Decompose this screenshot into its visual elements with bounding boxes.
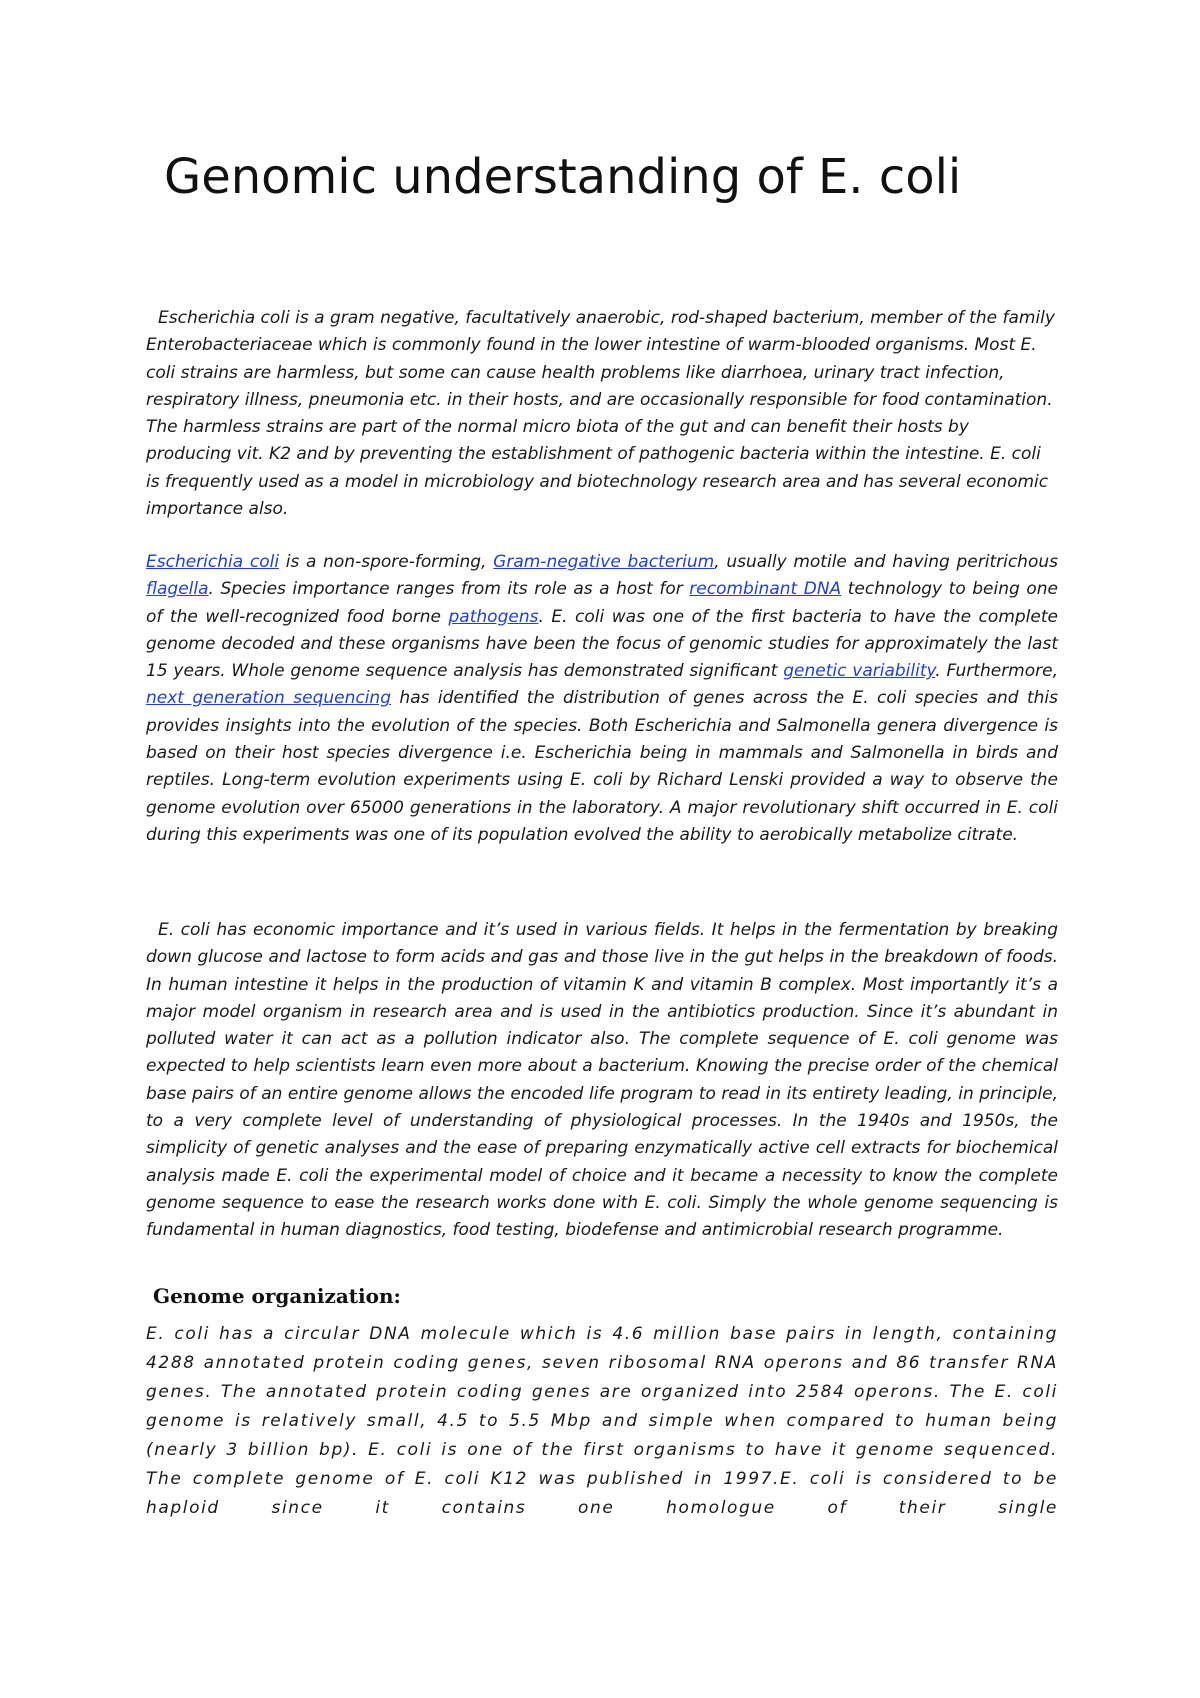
overview-text-6: . Furthermore, — [935, 661, 1058, 682]
economic-importance-text: E. coli has economic importance and it’s used in various fields. It helps in the fermentation by breaking down glucose and lactose to form acids and gas and those live in the gut helps in the breakdown of foods. In human intestine it helps in the production of vitamin K and vitamin B complex. Most importantly it’s a major model organism in research area and is used in the antibiotics production. Since it’s abundant in polluted water it can act as a pollution indicator also. The complete sequence of E. coli genome was expected to help scientists learn even more about a bacterium. Knowing the precise order of the chemical base pairs of an entire genome allows the encoded life program to read in its entirety leading, in principle, to a very complete level of understanding of physiological processes. In the 1940s and 1950s, the simplicity of genetic analyses and the ease of preparing enzymatically active cell extracts for biochemical analysis made E. coli the experimental model of choice and it became a necessity to know the complete genome sequence to ease the research works done with E. coli. Simply the whole genome sequencing is fundamental in human diagnostics, food testing, biodefense and antimicrobial research programme. — [146, 920, 1058, 1241]
title-text: Genomic understanding of E. coli — [164, 149, 962, 205]
overview-text-7: has identified the distribution of genes across the E. coli species and this provides insights into the evolution of the species. Both Escherichia and Salmonella genera divergence is based on their host species divergence i.e. Escherichia being in mammals and Salmonella in birds and reptiles. Long-term evolution experiments using E. coli by Richard Lenski provided a way to observe the genome evolution over 65000 generations in the laboratory. A major revolutionary shift occurred in E. coli during this experiments was one of its population evolved the ability to aerobically metabolize citrate. — [146, 688, 1058, 845]
overview-text-3: . Species importance ranges from its role as a host for — [208, 579, 690, 600]
intro-paragraph — [146, 305, 1058, 523]
overview-text-2: , usually motile and having peritrichous — [714, 552, 1058, 572]
overview-text-5: . E. coli was one of the first bacteria to have the complete genome decoded and these organisms have been the focus of genomic studies for approximately the last 15 years. Whole genome sequence analysis has demonstrated significant — [146, 606, 1058, 682]
link-gram-negative-bacterium[interactable]: Gram-negative bacterium — [493, 552, 715, 572]
link-genetic-variability[interactable]: genetic variability — [783, 661, 936, 682]
overview-paragraph — [146, 549, 1058, 849]
genome-organization-paragraph: E. coli has a circular DNA molecule which is 4.6 million base pairs in length, containing 4288 annotated protein coding genes, seven ribosomal RNA operons and 86 transfer RNA genes. The annotated protein coding genes are organized into 2584 operons. The E. coli genome is relatively small, 4.5 to 5.5 Mbp and simple when compared to human being (nearly 3 billion bp). E. coli is one of the first organisms to have it genome sequenced. The complete genome of E. coli K12 was published in 1997.E. coli is considered to be haploid since it contains one homologue of their single — [146, 1324, 1058, 1518]
link-flagella[interactable]: flagella — [146, 579, 209, 600]
link-pathogens[interactable]: pathogens — [448, 606, 539, 627]
page-title — [146, 148, 1046, 206]
overview-text-4: technology to being one of the well-recognized food borne — [146, 579, 1058, 627]
link-escherichia-coli[interactable]: Escherichia coli — [146, 552, 280, 572]
link-next-generation-sequencing[interactable]: next generation sequencing — [146, 688, 392, 709]
link-recombinant-dna[interactable]: recombinant DNA — [689, 579, 842, 600]
section-heading-genome-organization: Genome organization: — [153, 1284, 401, 1308]
intro-text: Escherichia coli is a gram negative, facultatively anaerobic, rod-shaped bacterium, member of the family Enterobacteriaceae which is commonly found in the lower intestine of warm-blooded organisms. Most E. coli strains are harmless, but some can cause health problems like diarrhoea, urinary tract infection, respiratory illness, pneumonia etc. in their hosts, and are occasionally responsible for food contamination. The harmless strains are part of the normal micro biota of the gut and can benefit their hosts by producing vit. K2 and by preventing the establishment of pathogenic bacteria within the intestine. E. coli is frequently used as a model in microbiology and biotechnology research area and has several economic importance also. — [146, 308, 1055, 520]
economic-importance-paragraph — [146, 917, 1058, 1245]
overview-text-1: is a non-spore-forming, — [279, 552, 494, 572]
